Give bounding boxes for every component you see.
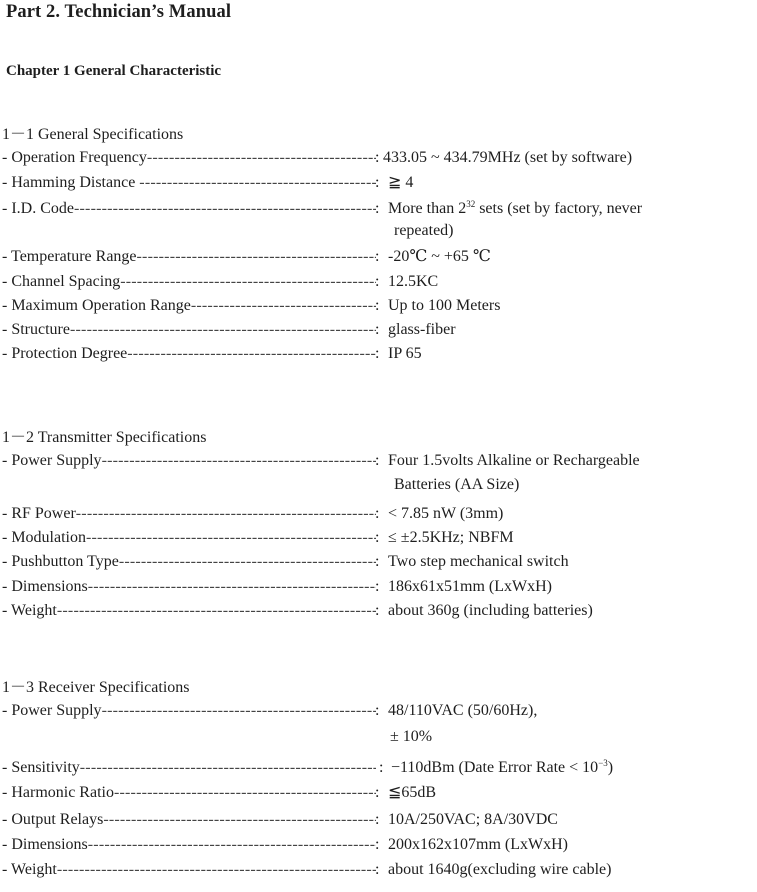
spec-value-continued: Batteries (AA Size) — [394, 476, 520, 493]
spec-value: 433.05 ~ 434.79MHz (set by software) — [383, 149, 633, 166]
spec-temperature-range — [0, 247, 757, 271]
part-title: Part 2. Technician’s Manual — [6, 2, 232, 22]
spec-label: - Operation Frequency ----- — [2, 148, 376, 168]
spec-label: - Structure ----- — [2, 320, 376, 340]
spec-label: - Maximum Operation Range ----- — [2, 296, 376, 316]
spec-colon: : — [375, 297, 380, 314]
spec-value-exponent: −3 — [598, 758, 608, 768]
section-title: 1－3 Receiver Specifications — [2, 679, 190, 696]
spec-value: ≦65dB — [388, 784, 437, 801]
spec-value: 200x162x107mm (LxWxH) — [388, 836, 568, 853]
spec-colon: : — [375, 811, 380, 828]
spec-value: Four 1.5volts Alkaline or Rechargeable — [388, 452, 640, 469]
spec-value: Two step mechanical switch — [388, 553, 569, 570]
spec-colon: : — [375, 702, 380, 719]
spec-value — [388, 199, 642, 219]
spec-label: - Weight ----- — [2, 601, 376, 621]
spec-value-rest: sets (set by factory, never — [475, 200, 643, 217]
spec-value-exponent: 32 — [466, 199, 476, 209]
spec-label: - RF Power ----- — [2, 504, 376, 524]
section-title: 1－1 General Specifications — [2, 126, 184, 143]
spec-label: - Harmonic Ratio ----- — [2, 783, 376, 803]
spec-colon: : — [375, 578, 380, 595]
spec-value-continued: ± 10% — [390, 728, 433, 745]
spec-rf-power — [0, 504, 757, 528]
spec-transmitter-power-supply — [0, 451, 757, 499]
spec-receiver-dimensions — [0, 835, 757, 859]
spec-colon: : — [375, 784, 380, 801]
spec-value: ≤ ±2.5KHz; NBFM — [388, 529, 514, 546]
spec-colon: : — [375, 861, 380, 878]
spec-value: < 7.85 nW (3mm) — [388, 505, 504, 522]
spec-label: - Power Supply ----- — [2, 701, 376, 721]
spec-modulation — [0, 528, 757, 552]
spec-value: -20℃ ~ +65 ℃ — [388, 248, 491, 265]
spec-label: - Output Relays ----- — [2, 810, 376, 830]
spec-colon: : — [375, 200, 380, 217]
spec-protection-degree — [0, 344, 757, 368]
spec-colon: : — [375, 452, 380, 469]
spec-value-base: −110dBm (Date Error Rate < 10 — [391, 759, 599, 776]
spec-value: about 360g (including batteries) — [388, 602, 593, 619]
spec-value-rest: ) — [607, 759, 614, 776]
spec-value: 186x61x51mm (LxWxH) — [388, 578, 552, 595]
spec-label: - Channel Spacing ----- — [2, 272, 376, 292]
spec-colon: : — [375, 602, 380, 619]
spec-label: - I.D. Code ----- — [2, 199, 376, 219]
spec-label: - Power Supply ----- — [2, 451, 376, 471]
spec-receiver-power-supply — [0, 701, 757, 749]
spec-value: Up to 100 Meters — [388, 297, 501, 314]
spec-colon: : — [375, 321, 380, 338]
spec-channel-spacing — [0, 272, 757, 296]
spec-colon: : — [375, 529, 380, 546]
spec-receiver-weight — [0, 860, 757, 884]
spec-value: ≧ 4 — [388, 174, 414, 191]
spec-colon: : — [375, 553, 380, 570]
spec-label: - Sensitivity ----- — [2, 758, 376, 778]
spec-value — [391, 758, 613, 778]
spec-colon: : — [379, 759, 384, 776]
spec-value: 10A/250VAC; 8A/30VDC — [388, 811, 558, 828]
spec-value: about 1640g(excluding wire cable) — [388, 861, 612, 878]
spec-harmonic-ratio — [0, 783, 757, 807]
spec-id-code — [0, 199, 757, 245]
spec-label: - Pushbutton Type ----- — [2, 552, 376, 572]
spec-transmitter-weight — [0, 601, 757, 625]
spec-value-continued: repeated) — [394, 222, 454, 239]
spec-label: - Modulation ----- — [2, 528, 376, 548]
spec-value: 48/110VAC (50/60Hz), — [388, 702, 538, 719]
spec-colon: : — [375, 345, 380, 362]
spec-transmitter-dimensions — [0, 577, 757, 601]
spec-maximum-operation-range — [0, 296, 757, 320]
spec-output-relays — [0, 810, 757, 834]
spec-colon: : — [375, 836, 380, 853]
spec-colon: : — [375, 505, 380, 522]
spec-pushbutton-type — [0, 552, 757, 576]
spec-label: - Weight ----- — [2, 860, 376, 880]
spec-colon: : — [375, 273, 380, 290]
spec-colon: : — [375, 248, 380, 265]
spec-colon: : — [375, 174, 380, 191]
spec-label: - Dimensions ----- — [2, 577, 376, 597]
spec-value-base: More than 2 — [388, 200, 467, 217]
spec-colon: : — [375, 149, 380, 166]
chapter-title: Chapter 1 General Characteristic — [6, 63, 222, 79]
spec-label: - Temperature Range ----- — [2, 247, 376, 267]
spec-value: 12.5KC — [388, 273, 439, 290]
spec-label: - Hamming Distance ----- — [2, 173, 376, 193]
spec-value: IP 65 — [388, 345, 422, 362]
spec-sensitivity — [0, 758, 757, 782]
spec-label: - Protection Degree ----- — [2, 344, 376, 364]
spec-structure — [0, 320, 757, 344]
spec-value: glass-fiber — [388, 321, 456, 338]
spec-label: - Dimensions ----- — [2, 835, 376, 855]
spec-operation-frequency — [0, 148, 757, 172]
spec-hamming-distance — [0, 173, 757, 197]
section-title: 1－2 Transmitter Specifications — [2, 429, 207, 446]
